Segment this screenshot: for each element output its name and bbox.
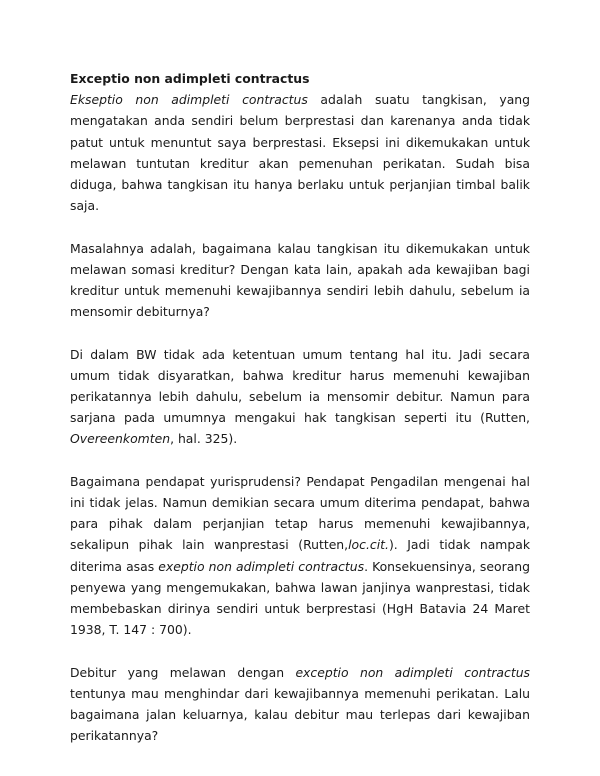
document-body (70, 89, 530, 746)
paragraph-text: adalah suatu tangkisan, yang mengatakan anda sendiri belum berprestasi dan karenanya anda tidak patut untuk menuntut saya berprestasi. Eksepsi ini dikemukakan untuk melawan tuntutan kreditur akan pemenuhan perikatan. Sudah bisa diduga, bahwa tangkisan itu hanya berlaku untuk perjanjian timbal balik saja. (70, 92, 531, 214)
italic-text: loc.cit. (348, 537, 389, 553)
paragraph-text: Debitur yang melawan dengan (70, 664, 296, 680)
italic-text: exceptio non adimpleti contractus (295, 664, 530, 680)
paragraph (70, 662, 530, 747)
italic-text: Ekseptio non adimpleti contractus (70, 92, 308, 108)
paragraph-text: tentunya mau menghindar dari kewajibannya memenuhi perikatan. Lalu bagaimana jalan keluarnya, kalau debitur mau terlepas dari kewajiban perikatannya? (70, 685, 530, 744)
paragraph (70, 344, 530, 450)
italic-text: Overeenkomten (70, 431, 171, 447)
paragraph-text: Bagaimana pendapat yurisprudensi? Pendapat Pengadilan mengenai hal ini tidak jelas. Namun demikian secara umum diterima pendapat, bahwa para pihak dalam perjanjian tetap harus memenuhi kewajibannya, sekalipun pihak lain wanprestasi (Rutten, (70, 473, 530, 553)
paragraph-text: . Konsekuensinya, seorang penyewa yang mengemukakan, bahwa lawan janjinya wanprestasi, tidak membebaskan dirinya sendiri untuk berprestasi (HgH Batavia 24 Maret 1938, T. 147 : 700). (70, 558, 530, 638)
document-page (70, 68, 530, 768)
paragraph-text: ). Jadi tidak nampak diterima asas (70, 537, 530, 574)
paragraph (70, 471, 530, 641)
italic-text: exeptio non adimpleti contractus (158, 558, 365, 574)
paragraph (70, 89, 530, 216)
paragraph-text: Di dalam BW tidak ada ketentuan umum tentang hal itu. Jadi secara umum tidak disyaratkan, bahwa kreditur harus memenuhi kewajiban perikatannya lebih dahulu, sebelum ia mensomir debitur. Namun para sarjana pada umumnya mengakui hak tangkisan seperti itu (Rutten, (70, 346, 530, 426)
paragraph (70, 238, 530, 323)
paragraph-text: , hal. 325). (170, 431, 238, 447)
paragraph-text: Masalahnya adalah, bagaimana kalau tangkisan itu dikemukakan untuk melawan somasi kreditur? Dengan kata lain, apakah ada kewajiban bagi kreditur untuk memenuhi kewajibannya sendiri lebih dahulu, sebelum ia mensomir debiturnya? (70, 240, 530, 320)
section-heading: Exceptio non adimpleti contractus (70, 71, 310, 86)
